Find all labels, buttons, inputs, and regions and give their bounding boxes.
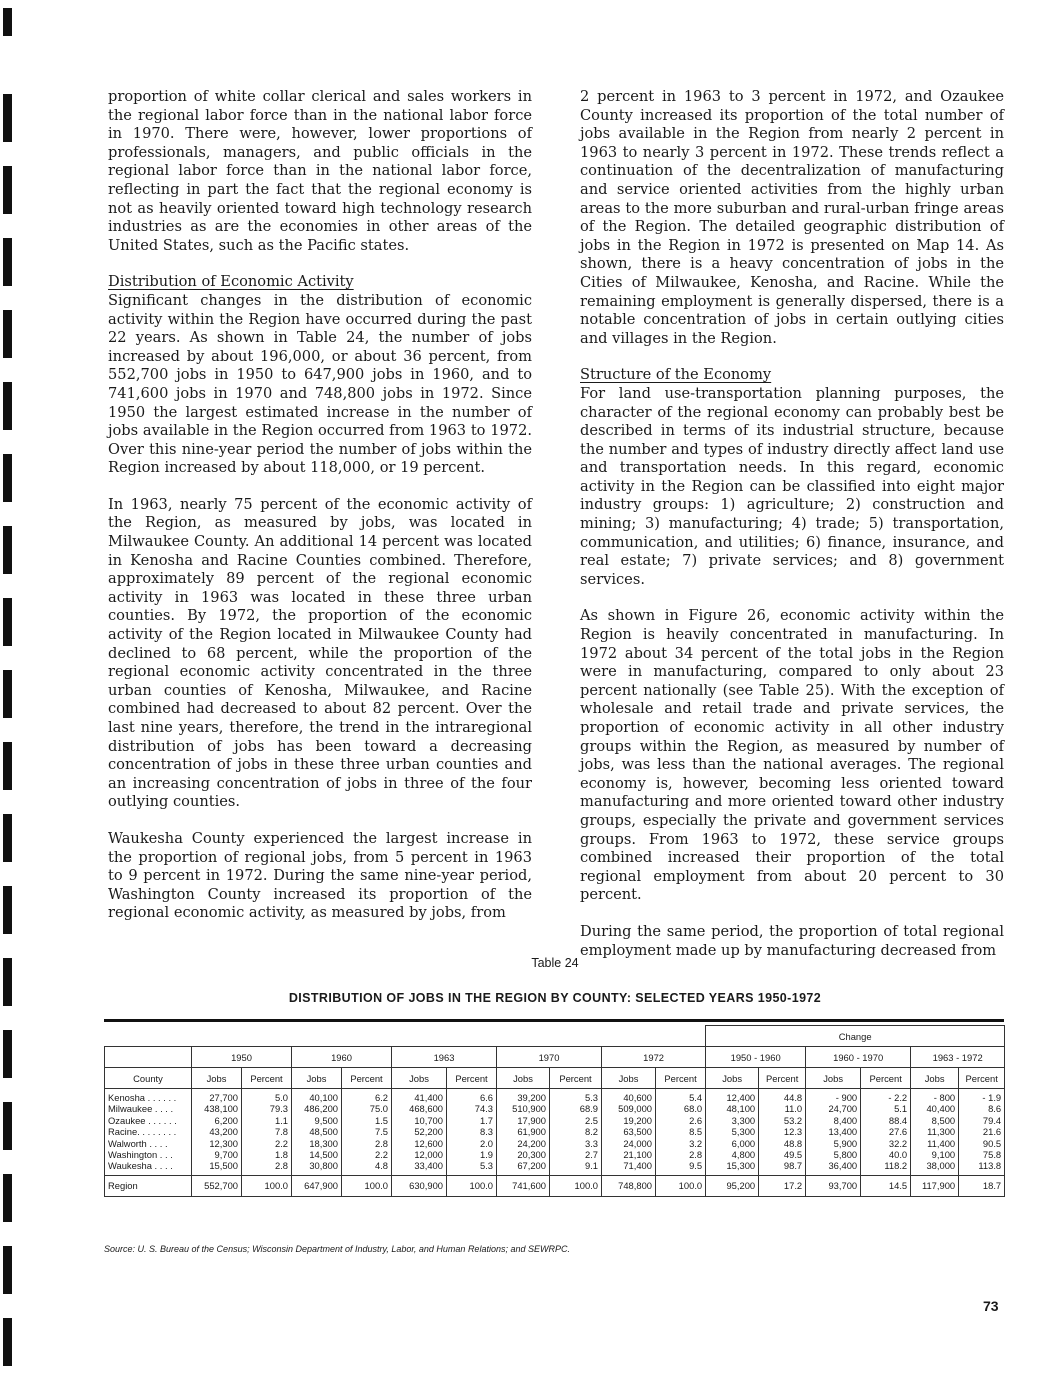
- section-heading-structure: Structure of the Economy: [580, 366, 772, 384]
- binding-mark: [3, 670, 12, 718]
- jobs-column-header: Jobs: [192, 1068, 242, 1089]
- change-period-header: 1950 - 1960: [706, 1047, 806, 1068]
- jobs-values-cell: 40,600 509,000 19,200 63,500 24,000 21,100 71,400: [602, 1089, 656, 1176]
- binding-mark: [3, 1102, 12, 1150]
- binding-mark: [3, 8, 12, 36]
- right-text-column: [580, 88, 1004, 978]
- jobs-column-header: Jobs: [497, 1068, 550, 1089]
- table-header-band-row: [105, 1026, 1005, 1047]
- county-column-header: County: [105, 1068, 192, 1089]
- page-number: 73: [983, 1298, 999, 1314]
- percent-column-header: Percent: [861, 1068, 911, 1089]
- region-value-cell: 100.0: [656, 1175, 706, 1196]
- percent-column-header: Percent: [759, 1068, 806, 1089]
- binding-marks: [0, 0, 20, 1379]
- binding-mark: [3, 454, 12, 502]
- binding-mark: [3, 310, 12, 358]
- year-header: 1950: [192, 1047, 292, 1068]
- binding-mark: [3, 1174, 12, 1222]
- binding-mark: [3, 886, 12, 934]
- jobs-table-container: [104, 1019, 1004, 1197]
- table-source-note: Source: U. S. Bureau of the Census; Wisconsin Department of Industry, Labor, and Human Relations; and SEWRPC.: [104, 1244, 570, 1254]
- binding-mark: [3, 598, 12, 646]
- percent-column-header: Percent: [550, 1068, 602, 1089]
- section-heading-distribution: Distribution of Economic Activity: [108, 273, 354, 291]
- county-names-cell: Kenosha . . . . . . Milwaukee . . . . Ozaukee . . . . . . Racine. . . . . . . . Walworth . . . . Washington . . . Waukesha . . . .: [105, 1089, 192, 1176]
- region-value-cell: 93,700: [806, 1175, 861, 1196]
- region-value-cell: 741,600: [497, 1175, 550, 1196]
- jobs-column-header: Jobs: [806, 1068, 861, 1089]
- binding-mark: [3, 238, 12, 286]
- region-value-cell: 95,200: [706, 1175, 759, 1196]
- change-period-header: 1960 - 1970: [806, 1047, 911, 1068]
- year-header: 1963: [392, 1047, 497, 1068]
- binding-mark: [3, 1246, 12, 1294]
- region-value-cell: 100.0: [447, 1175, 497, 1196]
- percent-values-cell: 6.2 75.0 1.5 7.5 2.8 2.2 4.8: [342, 1089, 392, 1176]
- percent-column-header: Percent: [447, 1068, 497, 1089]
- region-value-cell: 100.0: [242, 1175, 292, 1196]
- jobs-column-header: Jobs: [706, 1068, 759, 1089]
- percent-values-cell: 44.8 11.0 53.2 12.3 48.8 49.5 98.7: [759, 1089, 806, 1176]
- binding-mark: [3, 1318, 12, 1366]
- paragraph: As shown in Figure 26, economic activity within the Region is heavily concentrated in manufacturing. In 1972 about 34 percent of the total jobs in the Region were in manufacturing, compared to only about 23 percent nationally (see Table 25). With the exception of wholesale and retail trade and private services, the proportion of economic activity in all other industry groups within the Region, as measured by number of jobs, was less than the national averages. The regional economy is, however, becoming less oriented toward manufacturing and more oriented toward other industry groups, especially the private and government services groups. From 1963 to 1972, these service groups combined increased their proportion of the total regional employment from about 20 percent to 30 percent.: [580, 607, 1004, 904]
- paragraph: Waukesha County experienced the largest increase in the proportion of regional jobs, from 5 percent in 1963 to 9 percent in 1972. During the same nine-year period, Washington County increased its proportion of the regional economic activity, as measured by jobs, from: [108, 829, 532, 922]
- jobs-column-header: Jobs: [292, 1068, 342, 1089]
- jobs-column-header: Jobs: [911, 1068, 959, 1089]
- left-text-column: [108, 88, 532, 941]
- jobs-values-cell: 27,700 438,100 6,200 43,200 12,300 9,700 15,500: [192, 1089, 242, 1176]
- percent-column-header: Percent: [656, 1068, 706, 1089]
- year-header: 1960: [292, 1047, 392, 1068]
- binding-mark: [3, 382, 12, 430]
- percent-values-cell: - 2.2 5.1 88.4 27.6 32.2 40.0 118.2: [861, 1089, 911, 1176]
- change-header: Change: [706, 1026, 1005, 1047]
- region-value-cell: 100.0: [550, 1175, 602, 1196]
- table-title: DISTRIBUTION OF JOBS IN THE REGION BY COUNTY: SELECTED YEARS 1950-1972: [288, 991, 822, 1005]
- binding-mark: [3, 1030, 12, 1078]
- jobs-by-county-table: [104, 1025, 1005, 1197]
- percent-column-header: Percent: [242, 1068, 292, 1089]
- region-value-cell: 14.5: [861, 1175, 911, 1196]
- percent-values-cell: 5.4 68.0 2.6 8.5 3.2 2.8 9.5: [656, 1089, 706, 1176]
- region-value-cell: 100.0: [342, 1175, 392, 1196]
- change-period-header: 1963 - 1972: [911, 1047, 1005, 1068]
- percent-column-header: Percent: [959, 1068, 1005, 1089]
- jobs-column-header: Jobs: [392, 1068, 447, 1089]
- year-header: 1972: [602, 1047, 706, 1068]
- region-value-cell: 17.2: [759, 1175, 806, 1196]
- region-value-cell: 117,900: [911, 1175, 959, 1196]
- region-value-cell: 647,900: [292, 1175, 342, 1196]
- region-value-cell: 18.7: [959, 1175, 1005, 1196]
- paragraph: In 1963, nearly 75 percent of the economic activity of the Region, as measured by jobs, was located in Milwaukee County. An additional 14 percent was located in Kenosha and Racine Counties combined. Therefore, approximately 89 percent of the regional economic activity in 1963 was located in these three urban counties. By 1972, the proportion of the economic activity of the Region located in Milwaukee County had declined to 68 percent, while the proportion of the regional economic activity concentrated in the three urban counties of Kenosha, Milwaukee, and Racine combined had decreased to about 82 percent. Over the last nine years, therefore, the trend in the intraregional distribution of jobs has been toward a decreasing concentration of jobs in these three urban counties and an increasing concentration of jobs in three of the four outlying counties.: [108, 495, 532, 811]
- jobs-values-cell: - 900 24,700 8,400 13,400 5,900 5,800 36,400: [806, 1089, 861, 1176]
- percent-values-cell: 5.0 79.3 1.1 7.8 2.2 1.8 2.8: [242, 1089, 292, 1176]
- paragraph: During the same period, the proportion of total regional employment made up by manufacturing decreased from: [580, 922, 1004, 959]
- percent-values-cell: 6.6 74.3 1.7 8.3 2.0 1.9 5.3: [447, 1089, 497, 1176]
- binding-mark: [3, 526, 12, 574]
- paragraph: proportion of white collar clerical and sales workers in the regional labor force than in the national labor force in 1970. There were, however, lower proportions of professionals, managers, and public officials in the regional labor force than in the national labor force, reflecting in part the fact that the regional economy is not as heavily oriented toward high technology research industries as are the economies in other areas of the United States, such as the Pacific states.: [108, 88, 532, 254]
- region-total-row: [105, 1175, 1005, 1196]
- jobs-values-cell: 39,200 510,900 17,900 61,900 24,200 20,300 67,200: [497, 1089, 550, 1176]
- binding-mark: [3, 814, 12, 862]
- binding-mark: [3, 166, 12, 214]
- binding-mark: [3, 958, 12, 1006]
- binding-mark: [3, 742, 12, 790]
- region-value-cell: 748,800: [602, 1175, 656, 1196]
- table-caption: [104, 956, 1006, 1005]
- percent-values-cell: 5.3 68.9 2.5 8.2 3.3 2.7 9.1: [550, 1089, 602, 1176]
- paragraph: 2 percent in 1963 to 3 percent in 1972, and Ozaukee County increased its proportion of the total number of jobs available in the Region from nearly 2 percent in 1963 to nearly 3 percent in 1972. These trends reflect a continuation of the decentralization of manufacturing and service oriented activities from the highly urban areas to the more suburban and rural-urban fringe areas of the Region. The detailed geographic distribution of jobs in the Region in 1972 is presented on Map 14. As shown, there is a heavy concentration of jobs in the Cities of Milwaukee, Kenosha, and Racine. While the remaining employment is generally dispersed, there is a notable concentration of jobs in certain outlying cities and villages in the Region.: [580, 88, 1004, 347]
- jobs-values-cell: - 800 40,400 8,500 11,300 11,400 9,100 38,000: [911, 1089, 959, 1176]
- binding-mark: [3, 94, 12, 142]
- paragraph: For land use-transportation planning purposes, the character of the regional economy can probably best be described in terms of its industrial structure, because the number and types of industry directly affect land use and transportation needs. In this regard, economic activity in the Region can be classified into eight major industry groups: 1) agriculture; 2) construction and mining; 3) manufacturing; 4) trade; 5) transportation, communication, and utilities; 6) finance, insurance, and real estate; 7) private services; and 8) government services.: [580, 384, 1004, 588]
- jobs-values-cell: 40,100 486,200 9,500 48,500 18,300 14,500 30,800: [292, 1089, 342, 1176]
- region-label: Region: [105, 1175, 192, 1196]
- jobs-values-cell: 12,400 48,100 3,300 5,300 6,000 4,800 15,300: [706, 1089, 759, 1176]
- jobs-values-cell: 41,400 468,600 10,700 52,200 12,600 12,000 33,400: [392, 1089, 447, 1176]
- year-header: 1970: [497, 1047, 602, 1068]
- table-data-block: [105, 1089, 1005, 1176]
- jobs-column-header: Jobs: [602, 1068, 656, 1089]
- table-number: Table 24: [531, 956, 579, 970]
- table-header-years-row: [105, 1047, 1005, 1068]
- paragraph: Significant changes in the distribution of economic activity within the Region have occurred during the past 22 years. As shown in Table 24, the number of jobs increased by about 196,000, or about 36 percent, from 552,700 jobs in 1950 to 647,900 jobs in 1960, and to 741,600 jobs in 1970 and 748,800 jobs in 1972. Since 1950 the largest estimated increase in the number of jobs available in the Region occurred from 1963 to 1972. Over this nine-year period the number of jobs within the Region increased by about 118,000, or 19 percent.: [108, 291, 532, 477]
- percent-values-cell: - 1.9 8.6 79.4 21.6 90.5 75.8 113.8: [959, 1089, 1005, 1176]
- region-value-cell: 552,700: [192, 1175, 242, 1196]
- region-value-cell: 630,900: [392, 1175, 447, 1196]
- percent-column-header: Percent: [342, 1068, 392, 1089]
- table-header-columns-row: [105, 1068, 1005, 1089]
